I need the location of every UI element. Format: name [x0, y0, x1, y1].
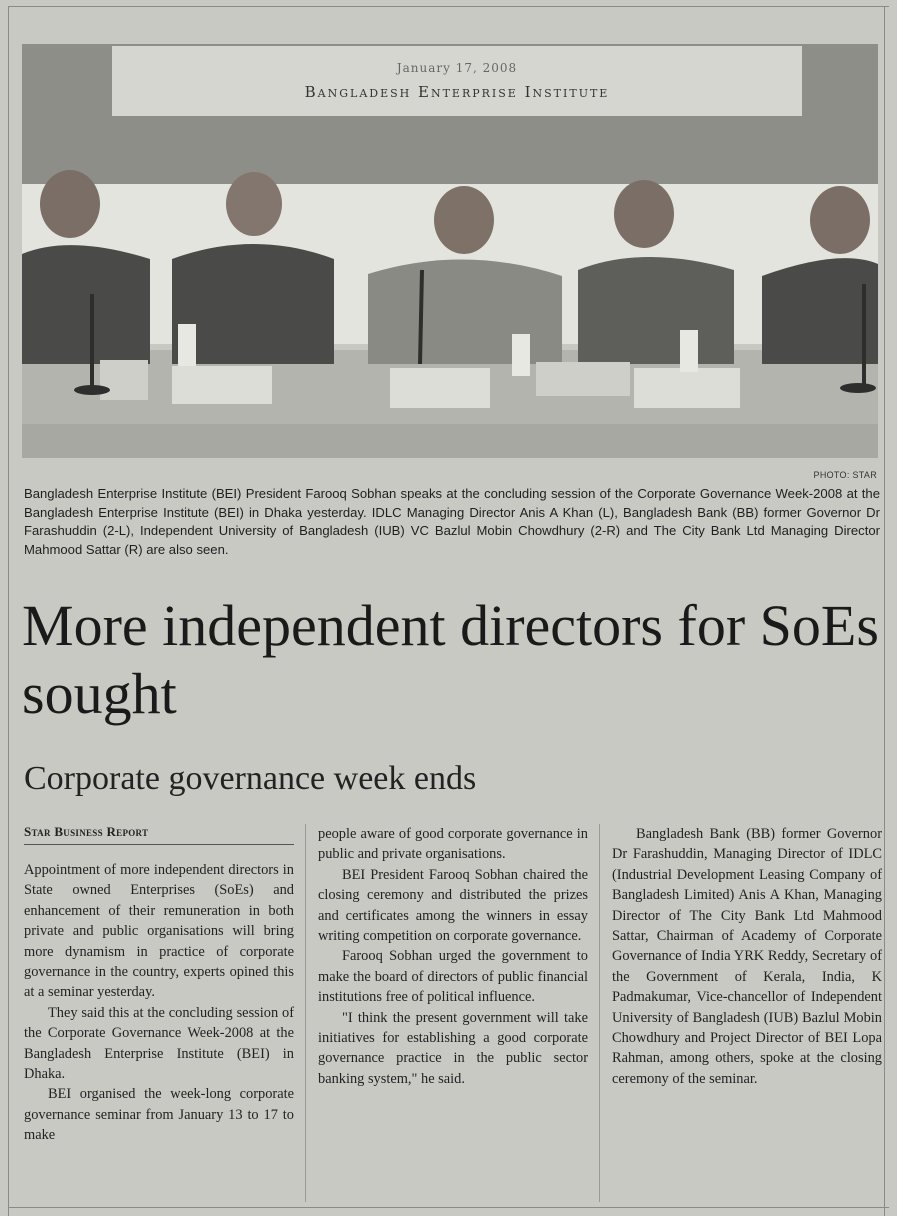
paragraph: "I think the present government will take initiatives for establishing a good corporate governance practice in the public sector banking system," he said. [318, 1009, 588, 1087]
page-border-top [8, 6, 889, 7]
banner-date: January 17, 2008 [396, 61, 518, 75]
event-banner [112, 46, 802, 116]
banner-title: Bangladesh Enterprise Institute [304, 83, 610, 101]
column-divider [305, 824, 306, 1202]
photo-caption: Bangladesh Enterprise Institute (BEI) President Farooq Sobhan speaks at the concluding session of the Corporate Governance Week-2008 at the Bangladesh Enterprise Institute (BEI) in Dhaka yesterday. IDLC Managing Director Anis A Khan (L), Bangladesh Bank (BB) former Governor Dr Farashuddin (2-L), Independent University of Bangladesh (IUB) VC Bazlul Mobin Chowdhury (2-R) and The City Bank Ltd Managing Director Mahmood Sattar (R) are also seen. [24, 486, 880, 557]
paragraph: people aware of good corporate governance in public and private organisations. [318, 826, 588, 863]
paragraph: BEI organised the week-long corporate governance seminar from January 13 to 17 to make [24, 1086, 294, 1144]
subheadline: Corporate governance week ends [24, 760, 477, 797]
news-photo [22, 44, 878, 458]
photo-credit: PHOTO: STAR [813, 470, 877, 480]
paragraph: Farooq Sobhan urged the government to make the board of directors of public financial institutions free of political influence. [318, 948, 588, 1006]
paragraph: BEI President Farooq Sobhan chaired the closing ceremony and distributed the prizes and certificates among the winners in essay writing competition on corporate governance. [318, 866, 588, 945]
column-divider [599, 824, 600, 1202]
article-column-3 [612, 824, 882, 1089]
paragraph: Appointment of more independent directors in State owned Enterprises (SoEs) and enhancement of their remuneration in both private and public organisations will bring more dynamism in practice of corporate governance in the country, experts opined this at a seminar yesterday. [24, 862, 294, 1001]
page-border-bottom [8, 1207, 889, 1208]
headline: More independent directors for SoEs sought [22, 593, 879, 726]
paragraph: Bangladesh Bank (BB) former Governor Dr Farashuddin, Managing Director of IDLC (Industrial Development Leasing Company of Bangladesh Limited) Anis A Khan, Managing Director of The City Bank Ltd Mahmood Sattar, Chairman of Academy of Corporate Governance of India YRK Reddy, Secretary of the Government of Kerala, India, K Padmakumar, Vice-chancellor of Independent University of Bangladesh (IUB) Bazlul Mobin Chowdhury and Project Director of BEI Lopa Rahman, among others, spoke at the closing ceremony of the seminar. [612, 826, 882, 1087]
paragraph: They said this at the concluding session of the Corporate Governance Week-2008 at the Bangladesh Enterprise Institute (BEI) in Dhaka. [24, 1004, 294, 1083]
byline: Star Business Report [24, 824, 294, 845]
article-column-2 [318, 824, 588, 1089]
page-border-left [8, 6, 9, 1216]
article-column-1 [24, 860, 294, 1146]
